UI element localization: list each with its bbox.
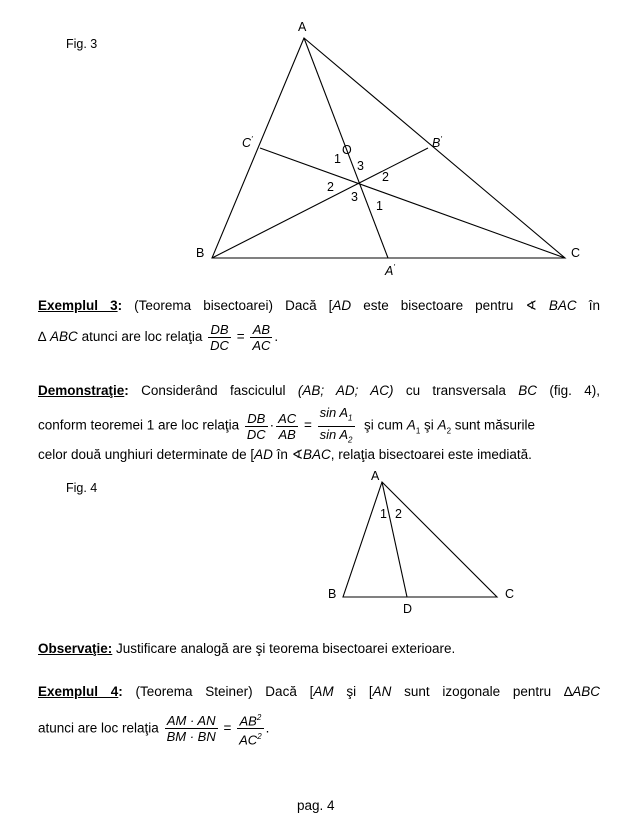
fig3-label-c-prime: C' <box>242 135 253 151</box>
fig4-bisector-ad <box>382 482 407 597</box>
demo-line2: conform teoremei 1 are loc relaţia $\frac{DB}{DC}$ · $\frac{AC}{AB}$ = $\frac{\sin A_1}{\sin A_2}$ şi cum $A_1$ şi $A_2$ sunt măsurile <box>38 405 600 447</box>
fig3-angle-label: 1 <box>334 152 341 166</box>
ex4-heading: Exemplul 4 <box>38 684 119 699</box>
fig3-cevian-bb <box>212 148 428 258</box>
ex3-line2: ∆ ABC atunci are loc relaţia $\frac{DB}{DC}$ = $\frac{AB}{AC}$ . <box>38 322 279 353</box>
fig4-triangle <box>343 482 497 597</box>
fig4-angle-2: 2 <box>395 507 402 521</box>
ex3-fraction-ab-ac: $\frac{AB}{AC}$ <box>252 322 271 353</box>
fig3-label-b-prime: B' <box>432 135 442 151</box>
fig3-label-c: C <box>571 246 581 260</box>
demo-fraction-ac-ab: $\frac{AC}{AB}$ <box>278 410 297 442</box>
ex3-fraction-db-dc: $\frac{DB}{DC}$ <box>210 322 229 353</box>
fig4-caption: Fig. 4 <box>66 481 98 495</box>
ex4-line2: atunci are loc relaţia $\frac{AM \cdot AN}{BM \cdot BN}$ = $\frac{AB^2}{AC^2}$ . <box>38 710 269 748</box>
demo-line1: Demonstraţie: Considerând fasciculul (AB; AD; AC) cu transversala BC (fig. 4), <box>38 383 600 398</box>
fig3-angle-label: 3 <box>357 159 364 173</box>
ex3-heading: Exemplul 3 <box>38 298 118 313</box>
fig4-label-d: D <box>403 602 413 616</box>
fig3-angle-label: 3 <box>351 190 358 204</box>
page-number: pag. 4 <box>297 798 335 813</box>
demo-fraction-sin: $\frac{\sin A_1}{\sin A_2}$ <box>319 405 353 445</box>
fig3-triangle <box>212 38 565 258</box>
fig4-label-c: C <box>505 587 515 601</box>
fig3-label-b: B <box>196 246 205 260</box>
demo-line3: celor două unghiuri determinate de [AD în ∢BAC, relaţia bisectoarei este imediată. <box>38 447 532 462</box>
fig4-angle-1: 1 <box>380 507 387 521</box>
fig3-angle-label: 2 <box>382 170 389 184</box>
obs-heading: Observaţie: <box>38 641 113 656</box>
fig4-label-a: A <box>371 469 380 483</box>
fig3-cevian-cc <box>260 148 565 258</box>
ex4-fraction-am-an: $\frac{AM \cdot AN}{BM \cdot BN}$ <box>166 713 216 745</box>
fig3-angle-label: 1 <box>376 199 383 213</box>
ex3-line1: Exemplul 3: (Teorema bisectoarei) Dacă [AD este bisectoare pentru ∢ BAC în <box>38 298 600 313</box>
fig3-label-a-prime: A' <box>385 263 395 279</box>
demo-heading: Demonstraţie <box>38 383 125 398</box>
obs-line: Observaţie: Justificare analogă are şi teorema bisectoarei exterioare. <box>38 641 456 656</box>
ex4-line1: Exemplul 4: (Teorema Steiner) Dacă [AM şi [AN sunt izogonale pentru ∆ABC <box>38 684 600 699</box>
fig3-label-a: A <box>298 20 307 34</box>
ex4-fraction-ab2-ac2: $\frac{AB^2}{AC^2}$ <box>237 710 264 748</box>
fig3-label-o: O <box>342 143 352 157</box>
fig4-label-b: B <box>328 587 337 601</box>
demo-fraction-db-dc: $\frac{DB}{DC}$ <box>246 410 266 442</box>
fig3-angle-label: 2 <box>327 180 334 194</box>
fig3-caption: Fig. 3 <box>66 37 98 51</box>
